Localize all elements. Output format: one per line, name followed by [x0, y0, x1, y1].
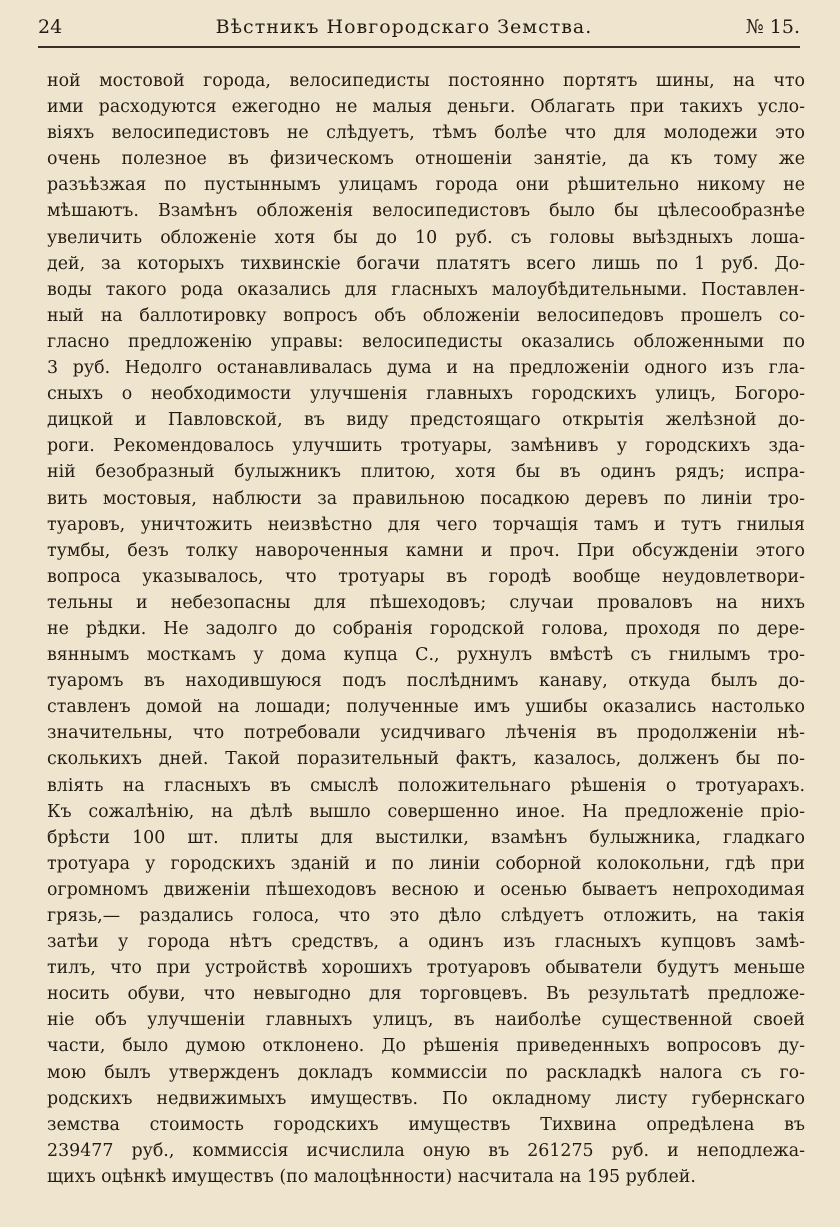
text-line: разъѣзжая по пустыннымъ улицамъ города они рѣшительно никому не	[47, 175, 805, 196]
text-line: ими расходуются ежегодно не малыя деньги. Облагать при такихъ усло-	[47, 97, 805, 118]
text-line: части, было думою отклонено. До рѣшенія приведенныхъ вопросовъ ду-	[47, 1036, 805, 1057]
text-line: сныхъ о необходимости улучшенія главныхъ городскихъ улицъ, Богоро-	[47, 384, 805, 405]
text-line: роги. Рекомендовалось улучшить тротуары, замѣнивъ у городскихъ зда-	[47, 436, 805, 457]
text-line: туаровъ, уничтожить неизвѣстно для чего торчащія тамъ и тутъ гнилыя	[47, 514, 805, 535]
text-line: увеличить обложеніе хотя бы до 10 руб. съ головы выѣздныхъ лоша-	[47, 227, 805, 248]
page-header	[38, 16, 800, 48]
text-line: вопроса указывалось, что тротуары въ городѣ вообще неудовлетвори-	[47, 566, 805, 587]
text-line: ставленъ домой на лошади; полученные имъ ушибы оказались настолько	[47, 697, 805, 718]
body-text	[47, 68, 805, 1190]
text-line: вяннымъ мосткамъ у дома купца С., рухнулъ вмѣстѣ съ гнилымъ тро-	[47, 645, 805, 666]
text-line: вить мостовыя, наблюсти за правильною посадкою деревъ по линіи тро-	[47, 488, 805, 509]
text-line: огромномъ движеніи пѣшеходовъ весною и осенью бываетъ непроходимая	[47, 879, 805, 900]
text-line: земства стоимость городскихъ имуществъ Тихвина опредѣлена въ	[47, 1114, 805, 1135]
text-line: дей, за которыхъ тихвинскіе богачи платятъ всего лишь по 1 руб. До-	[47, 253, 805, 274]
text-line: родскихъ недвижимыхъ имуществъ. По окладному листу губернскаго	[47, 1088, 805, 1109]
text-line: вліять на гласныхъ въ смыслѣ положительнаго рѣшенія о тротуарахъ.	[47, 775, 805, 796]
text-line: ной мостовой города, велосипедисты постоянно портятъ шины, на что	[47, 71, 805, 91]
text-line: брѣсти 100 шт. плиты для выстилки, взамѣнъ булыжника, гладкаго	[47, 827, 805, 848]
text-line: не рѣдки. Не задолго до собранія городской голова, проходя по дере-	[47, 618, 805, 639]
text-line: віяхъ велосипедистовъ не слѣдуетъ, тѣмъ болѣе что для молодежи это	[47, 123, 805, 144]
text-line: ніе объ улучшеніи главныхъ улицъ, въ наиболѣе существенной своей	[47, 1010, 805, 1031]
text-line: ный на баллотировку вопросъ объ обложеніи велосипедовъ прошелъ со-	[47, 305, 805, 326]
text-line: очень полезное въ физическомъ отношеніи занятіе, да къ тому же	[47, 149, 805, 170]
text-line: грязь,— раздались голоса, что это дѣло слѣдуетъ отложить, на такія	[47, 906, 805, 926]
text-line: ній безобразный булыжникъ плитою, хотя бы въ одинъ рядъ; испра-	[47, 462, 805, 483]
text-line: дицкой и Павловской, въ виду предстоящаго открытія желѣзной до-	[47, 410, 805, 431]
text-line: тельны и небезопасны для пѣшеходовъ; случаи проваловъ на нихъ	[47, 592, 805, 613]
text-line: значительны, что потребовали усидчиваго лѣченія въ продолженіи нѣ-	[47, 723, 805, 744]
text-line: тумбы, безъ толку навороченныя камни и проч. При обсужденіи этого	[47, 540, 805, 561]
text-line: носить обуви, что невыгодно для торговцевъ. Въ результатѣ предложе-	[47, 984, 805, 1005]
text-line: щихъ оцѣнкѣ имуществъ (по малоцѣнности) насчитала на 195 рублей.	[47, 1166, 696, 1187]
text-line: затѣи у города нѣтъ средствъ, а одинъ изъ гласныхъ купцовъ замѣ-	[47, 932, 805, 953]
page-number: 24	[38, 16, 63, 38]
journal-title: Вѣстникъ Новгородскаго Земства.	[215, 16, 593, 38]
text-line: гласно предложенію управы: велосипедисты оказались обложенными по	[47, 331, 805, 352]
text-line: мѣшаютъ. Взамѣнъ обложенія велосипедистовъ было бы цѣлесообразнѣе	[47, 201, 805, 222]
text-line: тротуара у городскихъ зданій и по линіи соборной колокольни, гдѣ при	[47, 853, 805, 874]
text-line: 3 руб. Недолго останавливалась дума и на предложеніи одного изъ гла-	[47, 358, 805, 379]
text-line: воды такого рода оказались для гласныхъ малоубѣдительными. Поставлен-	[47, 279, 805, 300]
text-line: Къ сожалѣнію, на дѣлѣ вышло совершенно иное. На предложеніе пріо-	[47, 801, 805, 822]
text-line: тилъ, что при устройствѣ хорошихъ тротуаровъ обыватели будутъ меньше	[47, 958, 805, 979]
text-line: мою былъ утвержденъ докладъ коммиссіи по раскладкѣ налога съ го-	[47, 1062, 805, 1083]
text-line: туаромъ въ находившуюся подъ послѣднимъ канаву, откуда былъ до-	[47, 671, 805, 692]
text-line: 239477 руб., коммиссія исчислила оную въ 261275 руб. и неподлежа-	[47, 1140, 805, 1161]
text-line: сколькихъ дней. Такой поразительный фактъ, казалось, долженъ бы по-	[47, 749, 805, 770]
issue-number: № 15.	[745, 16, 800, 38]
